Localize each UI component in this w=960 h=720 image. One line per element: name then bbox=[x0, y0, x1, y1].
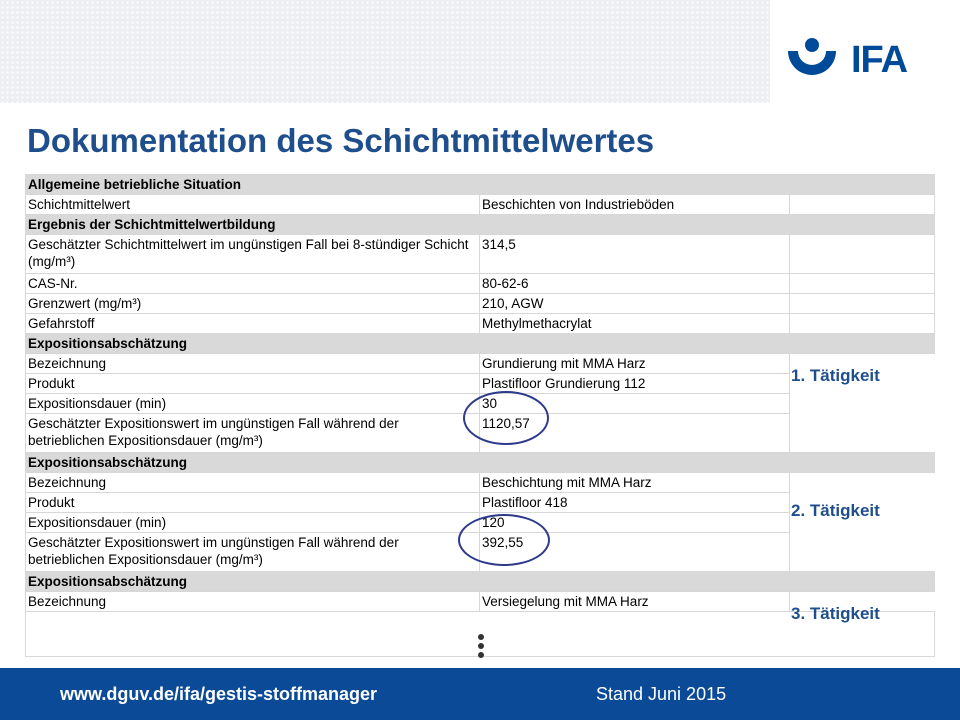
table-row bbox=[26, 294, 935, 314]
cell-value: Beschichten von Industrieböden bbox=[480, 195, 790, 215]
cell-label: Gefahrstoff bbox=[26, 314, 480, 334]
section-row bbox=[26, 334, 935, 354]
cell-value: Grundierung mit MMA Harz bbox=[480, 354, 790, 374]
cell-empty bbox=[790, 274, 935, 294]
section-exposure: Expositionsabschätzung bbox=[26, 572, 935, 592]
cell-empty bbox=[790, 314, 935, 334]
cell-value: Plastifloor Grundierung 112 bbox=[480, 374, 790, 394]
table-row bbox=[26, 274, 935, 294]
section-row bbox=[26, 572, 935, 592]
footer-bar bbox=[0, 668, 960, 720]
table-row bbox=[26, 314, 935, 334]
section-exposure: Expositionsabschätzung bbox=[26, 334, 935, 354]
cell-label: Bezeichnung bbox=[26, 473, 480, 493]
cell-label: Expositionsdauer (min) bbox=[26, 513, 480, 533]
section-row bbox=[26, 215, 935, 235]
footer-url: www.dguv.de/ifa/gestis-stoffmanager bbox=[60, 684, 378, 704]
cell-empty bbox=[790, 195, 935, 215]
section-result: Ergebnis der Schichtmittelwertbildung bbox=[26, 215, 935, 235]
cell-label: Schichtmittelwert bbox=[26, 195, 480, 215]
cell-label: Bezeichnung bbox=[26, 354, 480, 374]
cell-empty bbox=[790, 294, 935, 314]
cell-label: Grenzwert (mg/m³) bbox=[26, 294, 480, 314]
table-row bbox=[26, 195, 935, 215]
cell-value: 210, AGW bbox=[480, 294, 790, 314]
cell-label: Geschätzter Schichtmittelwert im ungünstigen Fall bei 8-stündiger Schicht (mg/m³) bbox=[26, 235, 480, 274]
cell-value: 30 bbox=[480, 394, 790, 414]
section-exposure: Expositionsabschätzung bbox=[26, 453, 935, 473]
cell-value: 80-62-6 bbox=[480, 274, 790, 294]
activity-cell bbox=[790, 473, 935, 572]
cell-value: 120 bbox=[480, 513, 790, 533]
cell-label: Geschätzter Expositionswert im ungünstigen Fall während der betrieblichen Expositionsdauer (mg/m³) bbox=[26, 533, 480, 572]
more-vertical-icon bbox=[478, 634, 484, 661]
cell-value: Methylmethacrylat bbox=[480, 314, 790, 334]
activity-label-3: 3. Tätigkeit bbox=[791, 604, 880, 623]
table-row bbox=[26, 235, 935, 274]
cell-value: 1120,57 bbox=[480, 414, 790, 453]
cell-label: CAS-Nr. bbox=[26, 274, 480, 294]
section-general: Allgemeine betriebliche Situation bbox=[26, 175, 935, 195]
cell-empty bbox=[790, 235, 935, 274]
section-row bbox=[26, 175, 935, 195]
cell-label: Bezeichnung bbox=[26, 592, 480, 612]
cell-label: Produkt bbox=[26, 374, 480, 394]
cell-value: Versiegelung mit MMA Harz bbox=[480, 592, 790, 612]
table-row bbox=[26, 473, 935, 493]
ifa-logo-text: IFA bbox=[851, 39, 908, 81]
cell-label: Expositionsdauer (min) bbox=[26, 394, 480, 414]
cell-value: 314,5 bbox=[480, 235, 790, 274]
activity-label-2: 2. Tätigkeit bbox=[791, 501, 880, 520]
cell-value: Beschichtung mit MMA Harz bbox=[480, 473, 790, 493]
ifa-logo-icon bbox=[788, 37, 836, 79]
section-row bbox=[26, 453, 935, 473]
cell-label: Geschätzter Expositionswert im ungünstigen Fall während der betrieblichen Expositionsdauer (mg/m³) bbox=[26, 414, 480, 453]
cell-value: Plastifloor 418 bbox=[480, 493, 790, 513]
cell-label: Produkt bbox=[26, 493, 480, 513]
activity-label-1: 1. Tätigkeit bbox=[791, 366, 880, 385]
highlight-oval bbox=[463, 391, 549, 445]
cell-value: 392,55 bbox=[480, 533, 790, 572]
footer-date: Stand Juni 2015 bbox=[596, 684, 727, 704]
highlight-oval bbox=[458, 514, 550, 566]
page-title: Dokumentation des Schichtmittelwertes bbox=[27, 122, 655, 159]
